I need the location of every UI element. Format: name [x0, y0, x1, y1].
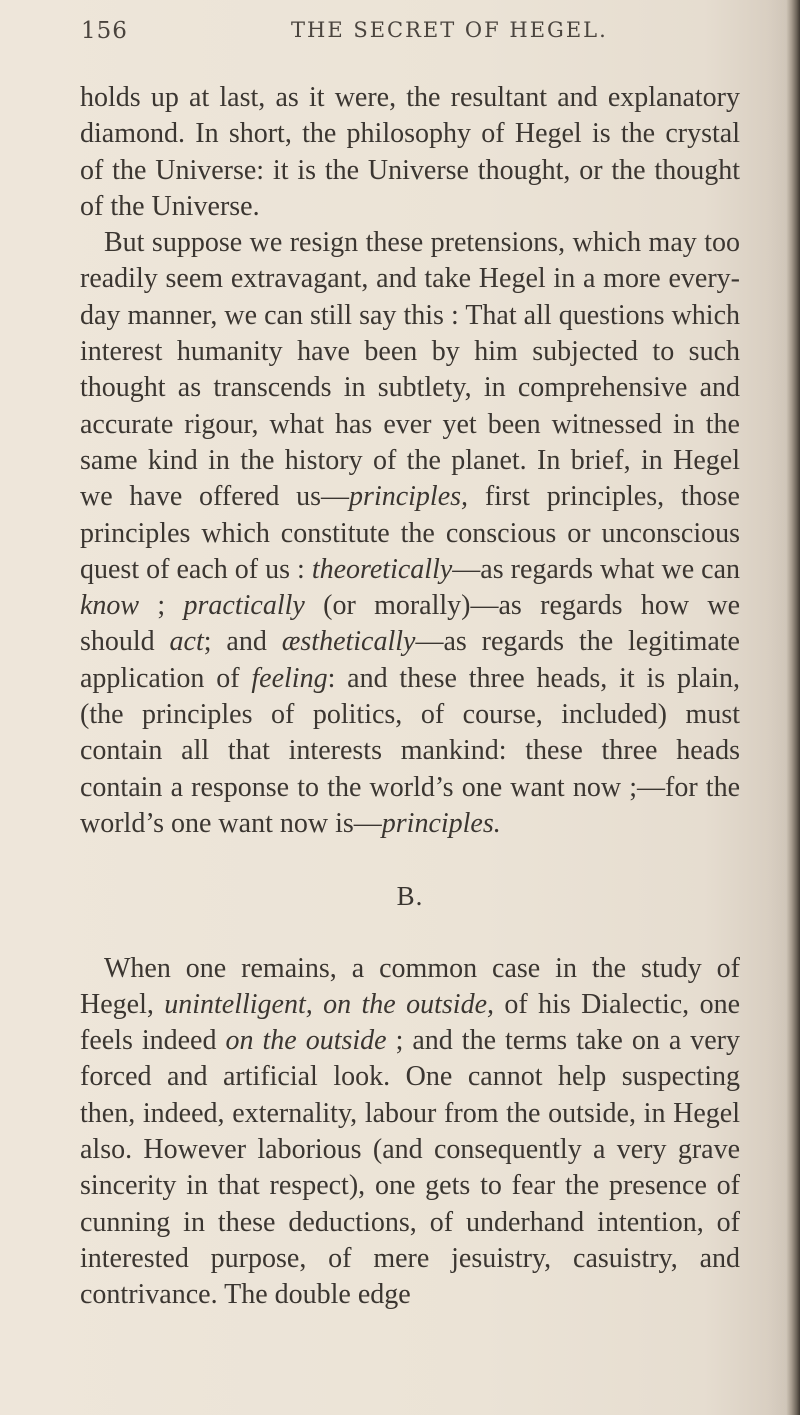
page-gutter-shadow: [786, 0, 800, 1415]
text-run: first principles, those principles which constitute the conscious or unconscious quest of each of us :: [80, 481, 740, 585]
text-run: ; and: [203, 626, 282, 658]
italic-run: feeling: [251, 662, 328, 694]
paragraph-1-text: holds up at last, as it were, the resultant and explanatory diamond. In short, the philosophy of Hegel is the crystal of the Universe: it is the Universe thought, or the thought of the Universe.: [80, 82, 740, 222]
text-run: But suppose we resign these pretensions, which may too readily seem extravagant, and take Hegel in a more every-day manner, we can still say this : That all questions which interest humanity have been by him subjected to such thought as transcends in subtlety, in comprehensive and accurate rigour, what has ever yet been witnessed in the same kind in the history of the planet. In brief, in Hegel we have offered us—: [80, 227, 740, 513]
paragraph-2: [80, 225, 740, 842]
italic-run: principles,: [349, 481, 469, 513]
paragraph-3: [80, 951, 740, 1314]
text-run: —as regards the legitimate application of: [80, 626, 740, 694]
page-header: [81, 18, 740, 52]
text-run: (or morally)—as regards how we should: [80, 590, 741, 658]
text-run: When one remains, a common case in the study of Hegel,: [80, 952, 740, 1020]
text-run: : and these three heads, it is plain, (the principles of politics, of course, included) must contain all that interests mankind: these three heads contain a response to the world’s one want now ;—for the world’s one want now is—: [80, 662, 740, 839]
italic-run: æsthetically: [281, 626, 416, 658]
text-run: ; and the terms take on a very forced and artificial look. One cannot help suspecting then, indeed, externality, labour from the outside, in Hegel also. However laborious (and consequently a very grave sincerity in that respect), one gets to fear the presence of cunning in these deductions, of underhand intention, of interested purpose, of mere jesuistry, casuistry, and contrivance. The double edge: [80, 1025, 741, 1311]
italic-run: theoretically: [311, 553, 453, 585]
running-head: THE SECRET OF HEGEL.: [291, 18, 608, 42]
text-run: ;: [139, 590, 184, 622]
italic-run: principles.: [381, 807, 501, 839]
paragraph-1: [80, 80, 740, 225]
italic-run: unintelligent, on the outside,: [164, 988, 494, 1020]
body-text: [80, 80, 740, 1314]
page-number: 156: [81, 18, 128, 44]
italic-run: practically: [183, 590, 305, 622]
text-run: —as regards what we can: [452, 553, 740, 585]
italic-run: on the outside: [225, 1025, 387, 1057]
italic-run: know: [80, 590, 140, 622]
text-run: of his Dialectic, one feels indeed: [80, 988, 740, 1057]
section-heading: B.: [396, 881, 424, 912]
italic-run: act: [169, 626, 204, 658]
